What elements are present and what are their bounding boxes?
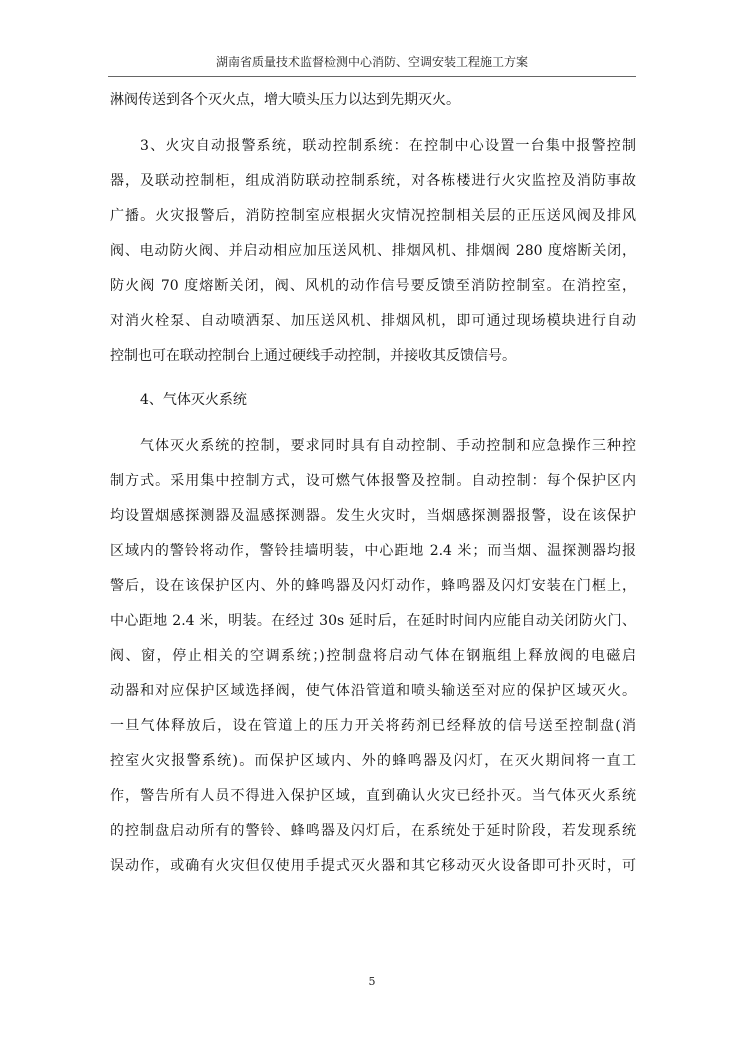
paragraph-line: 防火阀 70 度熔断关闭，阀、风机的动作信号要反馈至消防控制室。在消控室， <box>110 278 636 294</box>
paragraph-line: 控制也可在联动控制台上通过硬线手动控制，并接收其反馈信号。 <box>110 348 516 364</box>
paragraph-line: 气体灭火系统的控制，要求同时具有自动控制、手动控制和应急操作三种控 <box>140 438 636 454</box>
paragraph-line: 阀、电动防火阀、并启动相应加压送风机、排烟风机、排烟阀 280 度熔断关闭， <box>110 243 636 259</box>
header-divider <box>108 76 636 77</box>
paragraph-line: 广播。火灾报警后，消防控制室应根据火灾情况控制相关层的正压送风阀及排风 <box>110 208 636 224</box>
paragraph-line: 均设置烟感探测器及温感探测器。发生火灾时，当烟感探测器报警，设在该保护 <box>110 508 636 524</box>
paragraph-line: 一旦气体释放后，设在管道上的压力开关将药剂已经释放的信号送至控制盘(消 <box>110 718 636 734</box>
paragraph-line: 区域内的警铃将动作，警铃挂墙明装，中心距地 2.4 米；而当烟、温探测器均报 <box>110 543 636 559</box>
paragraph-line: 3、火灾自动报警系统，联动控制系统：在控制中心设置一台集中报警控制 <box>140 138 636 154</box>
paragraph-line: 制方式。采用集中控制方式，设可燃气体报警及控制。自动控制：每个保护区内 <box>110 473 636 489</box>
paragraph-line: 的控制盘启动所有的警铃、蜂鸣器及闪灯后，在系统处于延时阶段，若发现系统 <box>110 823 636 839</box>
paragraph-line: 误动作，或确有火灾但仅使用手提式灭火器和其它移动灭火设备即可扑灭时，可 <box>110 858 636 874</box>
paragraph-line: 淋阀传送到各个灭火点，增大喷头压力以达到先期灭火。 <box>110 92 460 108</box>
paragraph-line: 作，警告所有人员不得进入保护区域，直到确认火灾已经扑灭。当气体灭火系统 <box>110 788 636 804</box>
page-number: 5 <box>368 975 376 988</box>
paragraph-line: 阀、窗，停止相关的空调系统；)控制盘将启动气体在钢瓶组上释放阀的电磁启 <box>110 648 636 664</box>
section-heading: 4、气体灭火系统 <box>140 392 247 408</box>
paragraph-line: 对消火栓泵、自动喷洒泵、加压送风机、排烟风机，即可通过现场模块进行自动 <box>110 313 636 329</box>
paragraph-line: 控室火灾报警系统)。而保护区域内、外的蜂鸣器及闪灯，在灭火期间将一直工 <box>110 753 636 769</box>
page-header: 湖南省质量技术监督检测中心消防、空调安装工程施工方案 <box>215 55 528 69</box>
paragraph-line: 警后，设在该保护区内、外的蜂鸣器及闪灯动作，蜂鸣器及闪灯安装在门框上， <box>110 578 636 594</box>
paragraph-line: 中心距地 2.4 米，明装。在经过 30s 延时后，在延时时间内应能自动关闭防火门、 <box>110 613 636 629</box>
paragraph-line: 动器和对应保护区域选择阀，使气体沿管道和喷头输送至对应的保护区域灭火。 <box>110 683 636 699</box>
paragraph-line: 器，及联动控制柜，组成消防联动控制系统，对各栋楼进行火灾监控及消防事故 <box>110 173 636 189</box>
